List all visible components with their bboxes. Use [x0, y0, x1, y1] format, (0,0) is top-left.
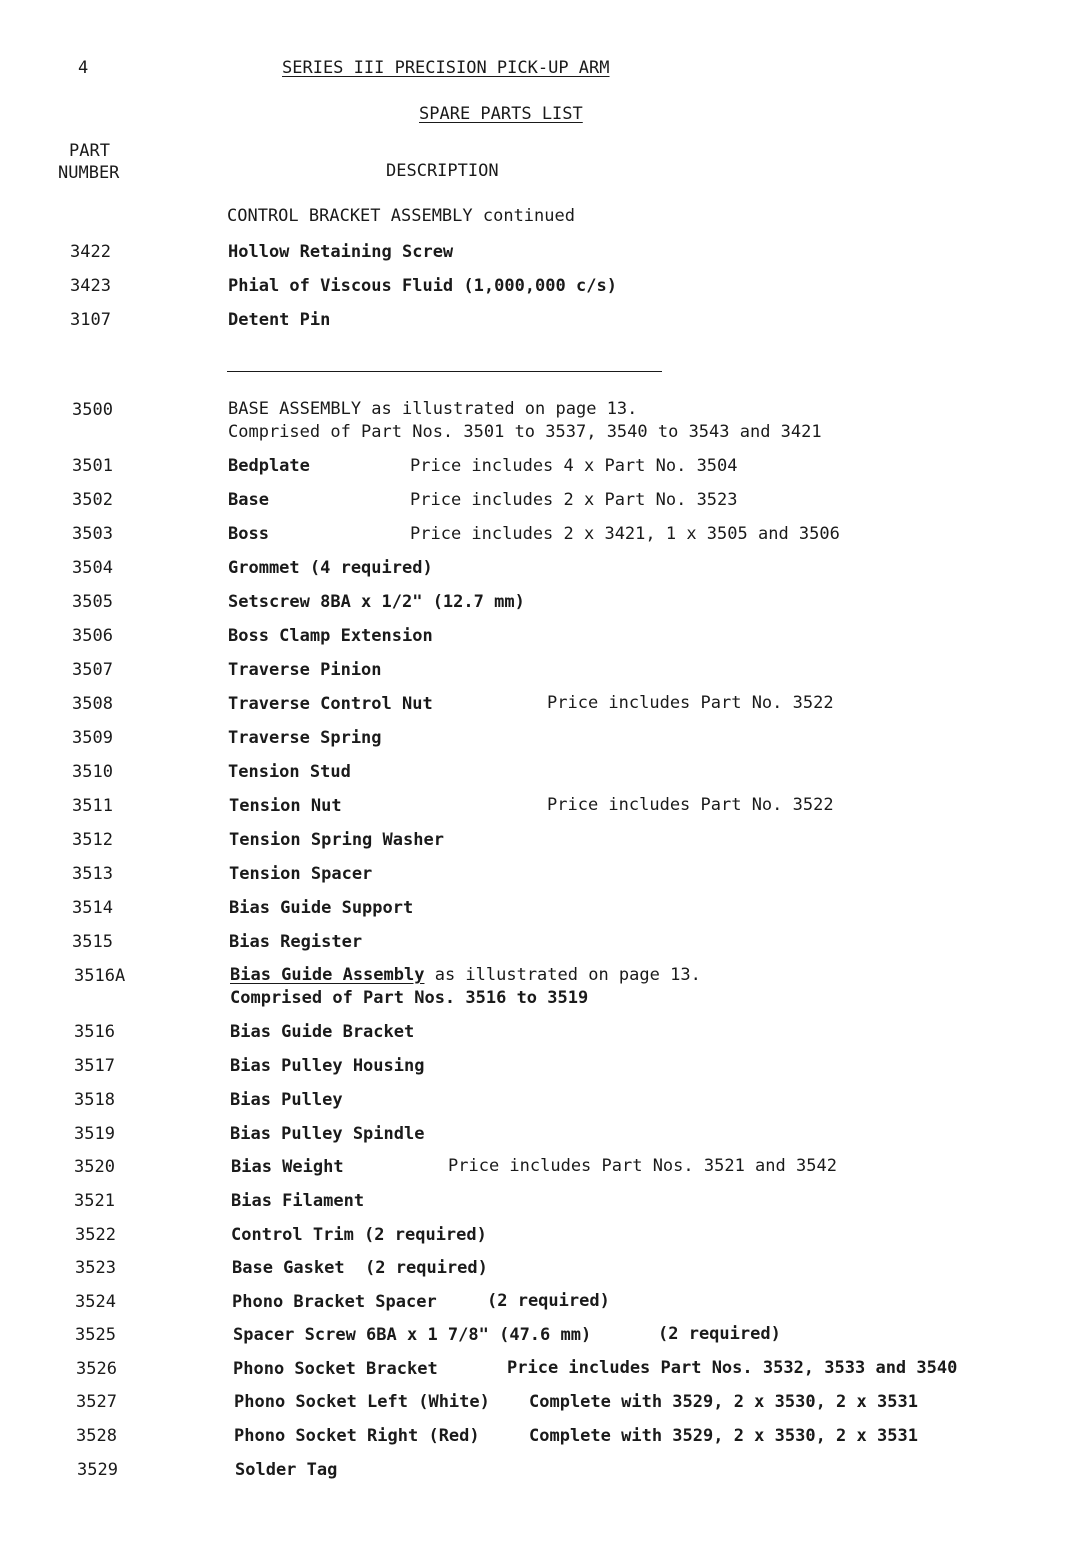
part-note: Price includes 2 x Part No. 3523: [410, 490, 738, 510]
part-description: Bias Pulley Spindle: [230, 1124, 425, 1144]
part-number: 3504: [72, 558, 113, 578]
part-number: 3506: [72, 626, 113, 646]
part-number: 3501: [72, 456, 113, 476]
part-number: 3516: [74, 1022, 115, 1042]
part-number: 3528: [76, 1426, 117, 1446]
part-description: Bias Filament: [231, 1191, 365, 1211]
part-number: 3526: [76, 1359, 117, 1379]
page-title: SERIES III PRECISION PICK-UP ARM: [282, 58, 610, 78]
column-header-part-line2: NUMBER: [58, 163, 120, 183]
part-description: Bias Register: [229, 932, 363, 952]
page-number: 4: [78, 58, 89, 78]
part-number: 3515: [72, 932, 113, 952]
part-number: 3500: [72, 400, 113, 420]
part-number: 3509: [72, 728, 113, 748]
part-note: (2 required): [487, 1291, 610, 1311]
sub-assembly-title: [230, 965, 701, 985]
part-description: Boss: [228, 524, 269, 544]
part-description: Phono Socket Left (White): [234, 1392, 490, 1412]
part-number: 3508: [72, 694, 113, 714]
part-description: Tension Stud: [228, 762, 351, 782]
part-description: Tension Spacer: [229, 864, 373, 884]
part-number: 3524: [75, 1292, 116, 1312]
section-divider: [227, 371, 662, 372]
part-description: Grommet (4 required): [228, 558, 433, 578]
part-number: 3514: [72, 898, 113, 918]
part-number: 3511: [72, 796, 113, 816]
part-number: 3517: [74, 1056, 115, 1076]
part-number: 3107: [70, 310, 111, 330]
part-note: Price includes Part No. 3522: [547, 795, 834, 815]
part-number: 3503: [72, 524, 113, 544]
part-description: Bias Guide Bracket: [230, 1022, 415, 1042]
part-note: Price includes Part Nos. 3521 and 3542: [448, 1156, 837, 1176]
part-number: 3525: [75, 1325, 116, 1345]
part-description: Bias Pulley: [230, 1090, 343, 1110]
part-note: Price includes Part No. 3522: [547, 693, 834, 713]
part-description: Traverse Spring: [228, 728, 382, 748]
page-subtitle: SPARE PARTS LIST: [419, 104, 583, 124]
part-description: Phono Socket Right (Red): [234, 1426, 480, 1446]
part-number: 3513: [72, 864, 113, 884]
part-number: 3505: [72, 592, 113, 612]
sub-assembly-composition: Comprised of Part Nos. 3516 to 3519: [230, 988, 589, 1008]
part-description: Solder Tag: [235, 1460, 338, 1480]
sub-assembly-name: Bias Guide Assembly: [230, 965, 425, 985]
assembly-title: BASE ASSEMBLY as illustrated on page 13.: [228, 399, 638, 419]
part-description: Bedplate: [228, 456, 310, 476]
part-description: Bias Guide Support: [229, 898, 414, 918]
part-number: 3423: [70, 276, 111, 296]
part-description: Control Trim (2 required): [231, 1225, 487, 1245]
part-description: Tension Spring Washer: [229, 830, 444, 850]
column-header-description: DESCRIPTION: [386, 161, 499, 181]
part-number: 3516A: [74, 966, 126, 986]
part-note: Complete with 3529, 2 x 3530, 2 x 3531: [529, 1426, 918, 1446]
part-number: 3523: [75, 1258, 116, 1278]
part-number: 3510: [72, 762, 113, 782]
part-number: 3512: [72, 830, 113, 850]
part-number: 3502: [72, 490, 113, 510]
part-description: Phono Socket Bracket: [233, 1359, 438, 1379]
part-number: 3507: [72, 660, 113, 680]
part-number: 3518: [74, 1090, 115, 1110]
part-description: Setscrew 8BA x 1/2" (12.7 mm): [228, 592, 525, 612]
part-description: Bias Weight: [231, 1157, 344, 1177]
part-description: Phono Bracket Spacer: [232, 1292, 437, 1312]
part-note: Price includes Part Nos. 3532, 3533 and 3540: [507, 1358, 958, 1378]
part-description: Base Gasket (2 required): [232, 1258, 488, 1278]
part-number: 3527: [76, 1392, 117, 1412]
part-description: Boss Clamp Extension: [228, 626, 433, 646]
column-header-part-line1: PART: [69, 141, 110, 161]
part-number: 3521: [74, 1191, 115, 1211]
assembly-composition: Comprised of Part Nos. 3501 to 3537, 3540 to 3543 and 3421: [228, 422, 822, 442]
part-description: Phial of Viscous Fluid (1,000,000 c/s): [228, 276, 617, 296]
part-note: (2 required): [658, 1324, 781, 1344]
part-note: Price includes 2 x 3421, 1 x 3505 and 3506: [410, 524, 840, 544]
part-description: Detent Pin: [228, 310, 331, 330]
part-description: Spacer Screw 6BA x 1 7/8" (47.6 mm): [233, 1325, 592, 1345]
part-description: Tension Nut: [229, 796, 342, 816]
part-description: Bias Pulley Housing: [230, 1056, 425, 1076]
part-number: 3522: [75, 1225, 116, 1245]
part-description: Traverse Pinion: [228, 660, 382, 680]
part-note: Complete with 3529, 2 x 3530, 2 x 3531: [529, 1392, 918, 1412]
part-number: 3422: [70, 242, 111, 262]
section-heading: CONTROL BRACKET ASSEMBLY continued: [227, 206, 575, 226]
part-description: Traverse Control Nut: [228, 694, 433, 714]
sub-assembly-reference: as illustrated on page 13.: [424, 965, 701, 985]
part-number: 3519: [74, 1124, 115, 1144]
part-number: 3520: [74, 1157, 115, 1177]
part-description: Hollow Retaining Screw: [228, 242, 454, 262]
part-number: 3529: [77, 1460, 118, 1480]
part-description: Base: [228, 490, 269, 510]
part-note: Price includes 4 x Part No. 3504: [410, 456, 738, 476]
